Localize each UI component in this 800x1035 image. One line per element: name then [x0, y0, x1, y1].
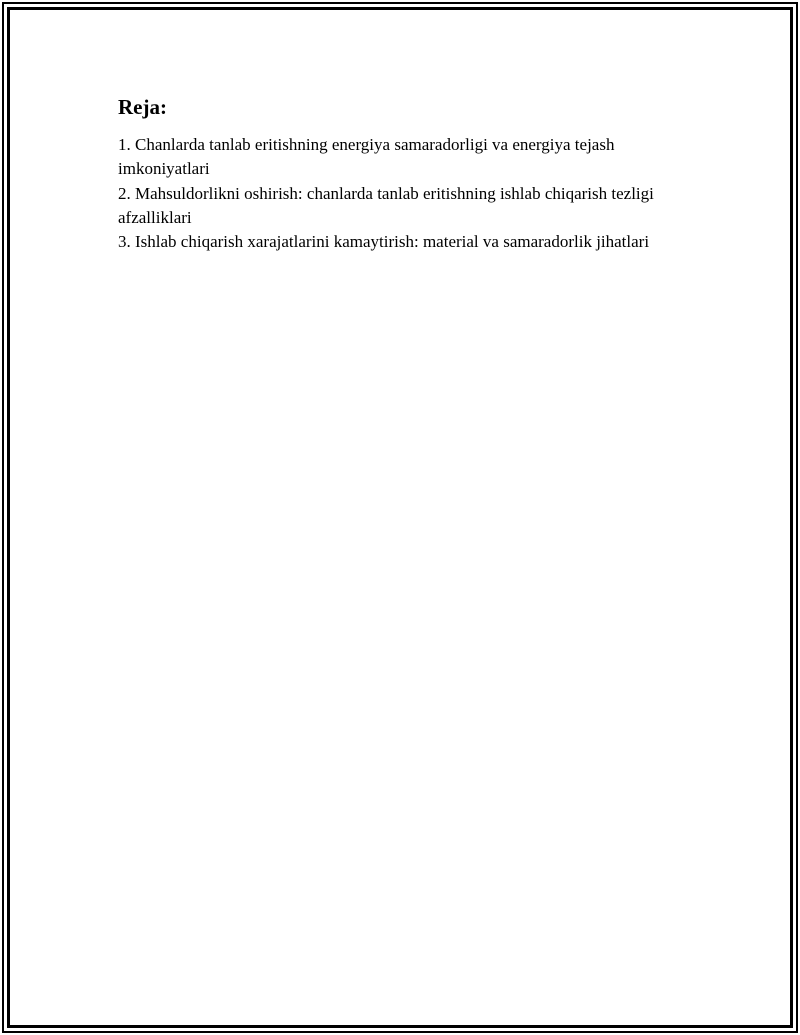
plan-item-3: 3. Ishlab chiqarish xarajatlarini kamaytirish: material va samaradorlik jihatlari	[118, 232, 650, 252]
plan-heading: Reja:	[118, 95, 167, 119]
plan-list	[118, 133, 678, 254]
plan-item-1: 1. Chanlarda tanlab eritishning energiya samaradorligi va energiya tejash imkoniyatlari	[118, 135, 615, 179]
plan-item-2: 2. Mahsuldorlikni oshirish: chanlarda tanlab eritishning ishlab chiqarish tezligi afzalliklari	[118, 183, 654, 227]
document-content	[118, 93, 678, 254]
